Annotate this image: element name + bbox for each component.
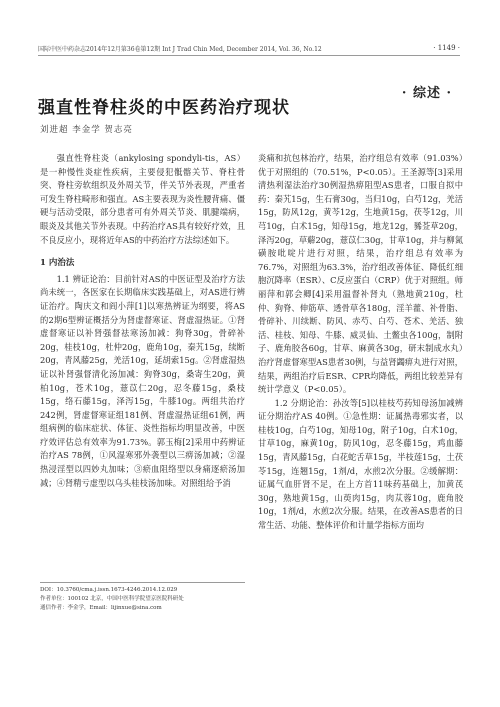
right-column [258,152,463,533]
abstract-paragraph: 强直性脊柱炎（ankylosing spondyli-tis，AS）是一种慢性炎症性疾病，主要侵犯骶髂关节、脊柱骨突、脊柱旁软组织及外周关节，伴关节外表现，严重者可发生脊柱畸形和强直。AS主要表现为炎性腰背痛、僵硬与活动受限，部分患者可有外周关节炎、肌腱端病，眼炎及其他关节外表现。中药治疗AS具有较好疗效，且不良反应小，现将近年AS的中药治疗方法综述如下。 [40,153,245,245]
author-list: 刘进超 李金学 贺志亮 [40,125,133,135]
body-paragraph: 1.1 辨证论治：目前针对AS的中医证型及治疗方法尚未统一，各医家在长期临床实践基础上，对AS进行辨证治疗。陶庆文和阎小萍[1]以寒热辨证为纲要，将AS的2期6型辨证概括分为肾虚督寒证、肾虚湿热证。①肾虚督寒证以补肾强督祛寒汤加减：狗脊30g，骨碎补20g，桂枝10g，杜仲20g，鹿角10g，秦艽15g，续断20g，青风藤25g，羌活10g，延胡索15g。②肾虚湿热证以补肾强督清化汤加减：狗脊30g，桑寄生20g，黄柏10g，苍术10g，薏苡仁20g，忍冬藤15g，桑枝15g，络石藤15g，泽泻15g，牛膝10g。两组共治疗242例，肾虚督寒证组181例、肾虚湿热证组61例，两组病例的临床症状、体征、炎性指标均明显改善，中医疗效评估总有效率为91.73%。郭玉梅[2]采用中药辨证治疗AS 78例，①风湿寒邪外袭型以三痹汤加减；②湿热浸淫型以四妙丸加味；③瘀血阻络型以身痛逐瘀汤加减；④肾精亏虚型以乌头桂枝汤加味。对照组给予消 [40,273,245,488]
section-label: · 综述 · [401,86,452,101]
left-column [40,152,245,490]
article-title: 强直性脊柱炎的中医药治疗现状 [38,98,290,118]
body-paragraph: 1.2 分期论治：孙汝等[5]以桂枝芍药知母汤加减辨证分期治疗AS 40例。①急性期：证属热毒邪实者，以桂枝10g，白芍10g，知母10g，附子10g，白术10g，甘草10g，麻黄10g，防风10g，忍冬藤15g，鸡血藤15g，青风藤15g，白花蛇舌草15g，半枝莲15g，土茯苓15g，连翘15g，1剂/d，水煎2次分服。②缓解期：证属气血肝肾不足，在上方首11味药基础上，加黄芪30g，熟地黄15g，山萸肉15g，肉苁蓉10g，鹿角胶10g，1剂/d，水煎2次分服。结果，在改善AS患者的日常生活、功能、整体评价和计量学指标方面均 [258,397,463,531]
correspondence-line: 通信作者：李金学，Email：lijinxue@sina.com [40,605,162,611]
doi-line: DOI：10.3760/cma.j.issn.1673-4246.2014.12.029 [40,587,178,593]
journal-line: 国际中医中药杂志2014年12月第36卷第12期 Int J Trad Chin Med, December 2014, Vol. 36, No.12 [38,46,322,53]
footnote [40,582,245,613]
page-number: · 1149 · [433,44,460,52]
affiliation-line: 作者单位：100102 北京，中国中医科学院望京医院科研处 [40,596,184,602]
running-header [38,44,460,56]
section-heading: 1 内治法 [40,258,75,269]
body-paragraph: 炎痛和抗包林治疗，结果，治疗组总有效率（91.03%）优于对照组的（70.51%，P<0.05）。王圣源等[3]采用清热利湿法治疗30例湿热痹阻型AS患者，口服自拟中药：秦艽15g，生石膏30g，当归10g，白芍12g，羌活15g，防风12g，黄芩12g，生地黄15g，茯苓12g，川芎10g，白术15g，知母15g，地龙12g，豨莶草20g，泽泻20g，草薢20g，薏苡仁30g，甘草10g，并与柳氮磺胺吡啶片进行对照，结果，治疗组总有效率为76.7%，对照组为63.3%，治疗组改善体征、降低红细胞沉降率（ESR）、C反应蛋白（CRP）优于对照组。师丽萍和郭会卿[4]采用温督补肾丸（熟地黄210g，杜仲、狗脊、伸筋草、透骨草各180g，淫羊藿、补骨脂、骨碎补、川续断、防风、赤芍、白芍、苍术、羌活、独活、桂枝、知母、牛膝、威灵仙、土鳖虫各100g，制附子、鹿角胶各60g，甘草、麻黄各30g，研末制成水丸）治疗肾虚督寒型AS患者30例，与益肾蠲痹丸进行对照，结果，两组治疗后ESR、CPR均降低，两组比较差异有统计学意义（P<0.05）。 [258,153,463,395]
